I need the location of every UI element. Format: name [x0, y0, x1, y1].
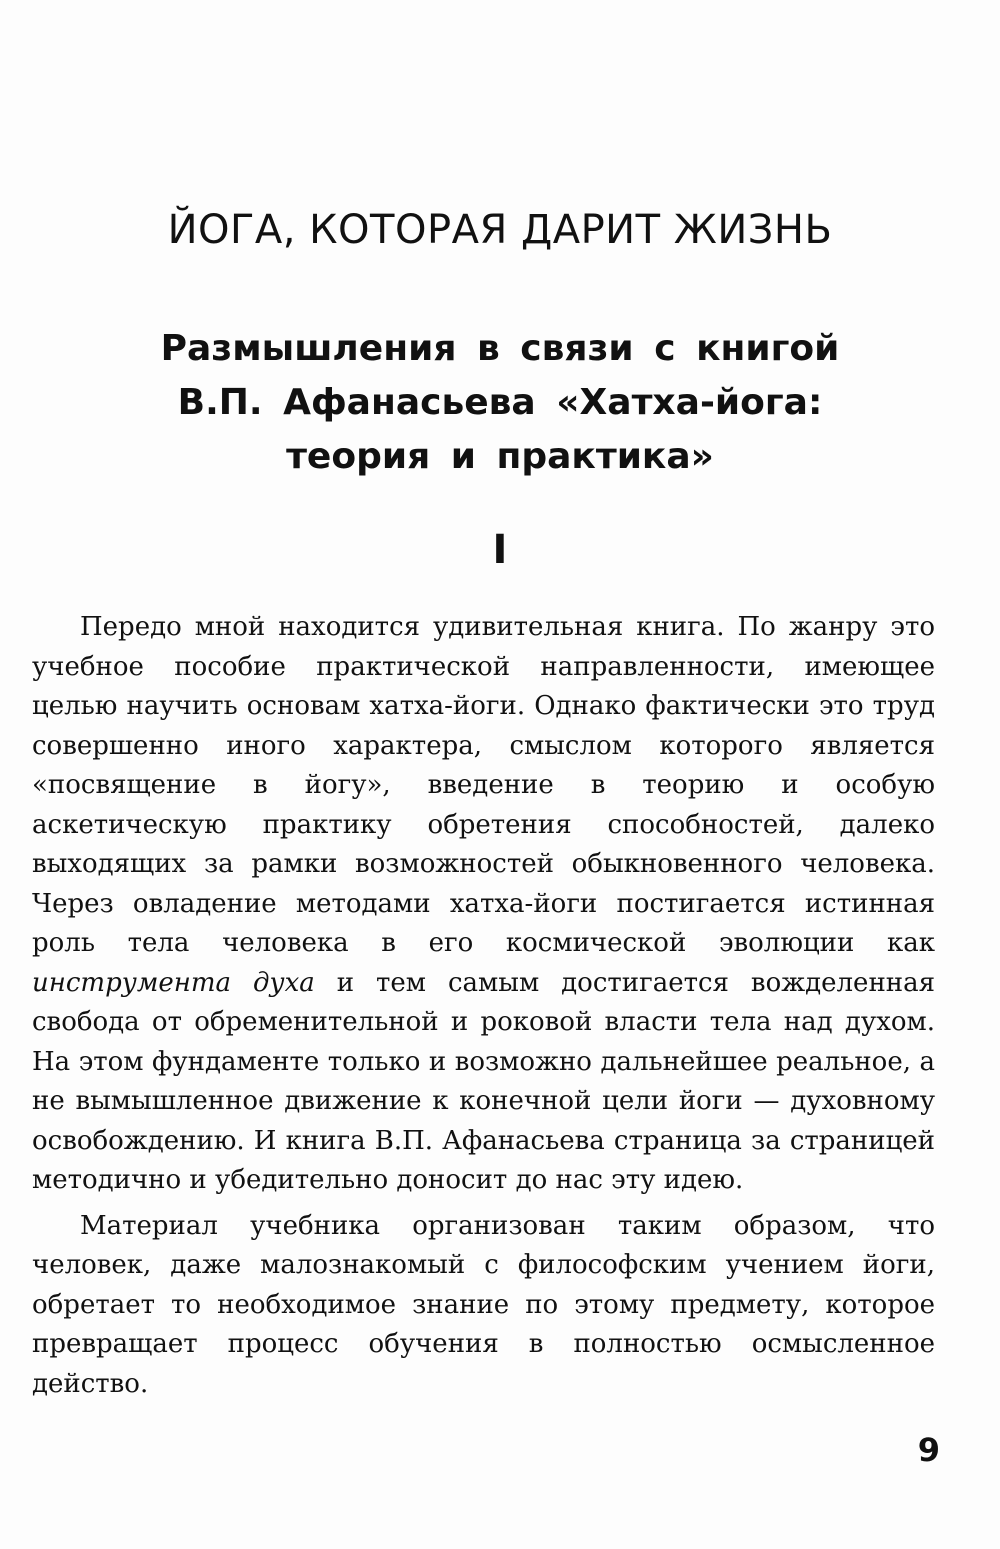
paragraph-2: Материал учебника организован таким образом, что человек, даже малознакомый с философским учением йоги, обретает то необходимое знание по этому предмету, которое превращает процесс обучения в полностью осмысленное действо.	[32, 1210, 935, 1399]
body-text	[32, 608, 935, 1410]
subtitle-line-2: В.П. Афанасьева «Хатха-йога:	[177, 382, 823, 423]
subtitle-line-3: теория и практика»	[286, 436, 714, 477]
paragraph-1-italic: инструмента духа	[32, 967, 315, 998]
section-number: I	[492, 527, 508, 573]
chapter-subtitle	[0, 322, 1000, 484]
paragraph-1-part-1: Передо мной находится удивительная книга. По жанру это учебное пособие практической направленности, имеющее целью научить основам хатха-йоги. Однако фактически это труд совершенно иного характера, смыслом которого является «посвящение в йогу», введение в теорию и особую аскетическую практику обретения способностей, далеко выходящих за рамки возможностей обыкновенного человека. Через овладение методами хатха-йоги постигается истинная роль тела человека в его космической эволюции как	[32, 612, 935, 958]
chapter-title: ЙОГА, КОТОРАЯ ДАРИТ ЖИЗНЬ	[167, 207, 833, 253]
page-number: 9	[917, 1431, 940, 1469]
paragraph-1-part-2: и тем самым достигается вожделенная свобода от обременительной и роковой власти тела над духом. На этом фундаменте только и возможно дальнейшее реальное, а не вымышленное движение к конечной цели йоги — духовному освобождению. И книга В.П. Афанасьева страница за страницей методично и убедительно доносит до нас эту идею.	[32, 967, 936, 1195]
paragraph-1	[32, 608, 935, 1201]
subtitle-line-1: Размышления в связи с книгой	[160, 328, 840, 369]
